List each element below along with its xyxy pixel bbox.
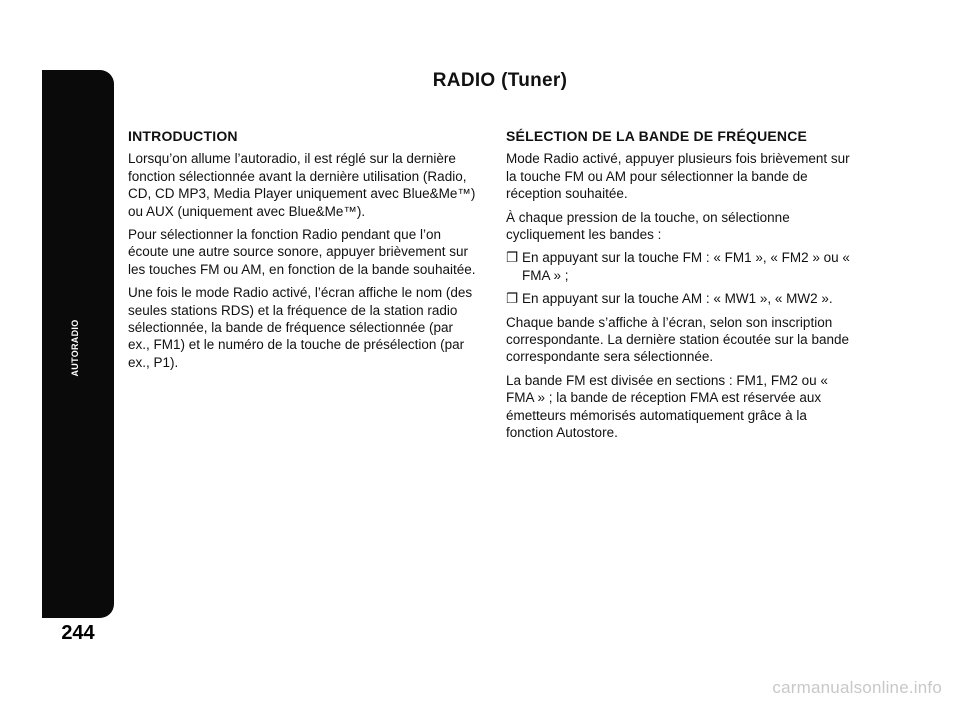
paragraph: Une fois le mode Radio activé, l’écran affiche le nom (des seules stations RDS) et la fréquence de la station radio sélectionnée, la bande de fréquence sélectionnée (par ex., FM1) et le numéro de la touche de présélection (par ex., P1). bbox=[128, 285, 473, 370]
right-column bbox=[506, 128, 856, 448]
side-tab-label-text: AUTORADIO bbox=[70, 319, 80, 377]
side-tab-label bbox=[68, 318, 82, 378]
checkbox-bullet-icon: ❐ bbox=[506, 250, 519, 266]
section-heading-band-selection: SÉLECTION DE LA BANDE DE FRÉQUENCE bbox=[506, 128, 808, 144]
bullet-item bbox=[506, 249, 856, 284]
left-column bbox=[128, 128, 478, 377]
page-title: RADIO (Tuner) bbox=[432, 70, 568, 91]
paragraph: La bande FM est divisée en sections : FM1, FM2 ou « FMA » ; la bande de réception FMA est réservée aux émetteurs mémorisés automatiquement grâce à la fonction Autostore. bbox=[506, 372, 828, 441]
paragraph: Mode Radio activé, appuyer plusieurs fois brièvement sur la touche FM ou AM pour sélectionner la bande de réception souhaitée. bbox=[506, 151, 850, 202]
paragraph: Lorsqu’on allume l’autoradio, il est réglé sur la dernière fonction sélectionnée avant la dernière utilisation (Radio, CD, CD MP3, Media Player uniquement avec Blue&Me™) ou AUX (uniquement avec Blue&Me™). bbox=[128, 151, 476, 219]
checkbox-bullet-icon: ❐ bbox=[506, 291, 519, 307]
bullet-item bbox=[506, 290, 856, 307]
bullet-text: En appuyant sur la touche AM : « MW1 », « MW2 ». bbox=[522, 291, 833, 307]
paragraph: Pour sélectionner la fonction Radio pendant que l’on écoute une autre source sonore, appuyer brièvement sur les touches FM ou AM, en fonction de la bande souhaitée. bbox=[128, 227, 476, 277]
bullet-text: En appuyant sur la touche FM : « FM1 », « FM2 » ou « FMA » ; bbox=[522, 250, 850, 283]
page-number: 244 bbox=[61, 622, 95, 644]
watermark: carmanualsonline.info bbox=[772, 678, 942, 697]
paragraph: À chaque pression de la touche, on sélectionne cycliquement les bandes : bbox=[506, 209, 790, 243]
paragraph: Chaque bande s’affiche à l’écran, selon son inscription correspondante. La dernière station écoutée sur la bande correspondante sera sélectionnée. bbox=[506, 314, 849, 365]
section-heading-introduction: INTRODUCTION bbox=[128, 128, 238, 144]
